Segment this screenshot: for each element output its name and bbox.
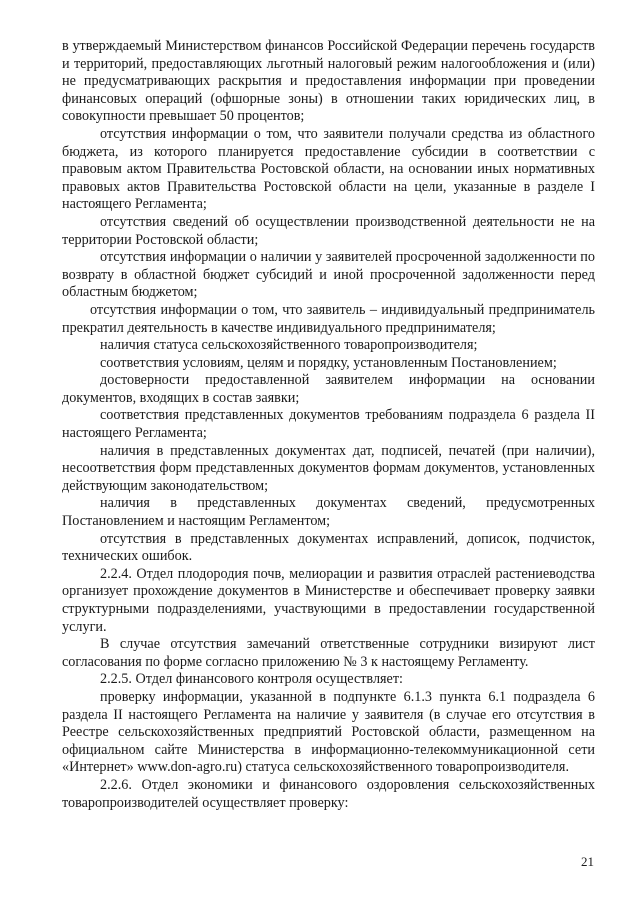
paragraph: наличия в представленных документах сведений, предусмотренных Постановлением и настоящим Регламентом; [62, 495, 595, 530]
paragraph: наличия в представленных документах дат, подписей, печатей (при наличии), несоответствия форм представленных документов формам документов, установленных действующим законодательством; [62, 442, 595, 494]
paragraph: отсутствия сведений об осуществлении производственной деятельности не на территории Ростовской области; [62, 213, 595, 248]
paragraph: достоверности предоставленной заявителем информации на основании документов, входящих в состав заявки; [62, 372, 595, 406]
paragraph: В случае отсутствия замечаний ответственные сотрудники визируют лист согласования по форме согласно приложению № 3 к настоящему Регламенту. [62, 636, 595, 670]
paragraph: 2.2.6. Отдел экономики и финансового оздоровления сельскохозяйственных товаропроизводителей осуществляет проверку: [62, 776, 595, 811]
paragraph: наличия статуса сельскохозяйственного товаропроизводителя; [100, 337, 478, 354]
paragraph: отсутствия информации о том, что заявитель – индивидуальный предприниматель прекратил деятельность в качестве индивидуального предпринимателя; [62, 301, 595, 336]
page-number: 21 [581, 854, 594, 869]
paragraph: проверку информации, указанной в подпункте 6.1.3 пункта 6.1 подраздела 6 раздела II настоящего Регламента на наличие у заявителя (в случае его отсутствия в Реестре сельскохозяйственных предприятий Ростовской области, размещенном на официальном сайте Министерства в информационно-телекоммуникационной сети «Интернет» www.don-agro.ru) статуса сельскохозяйственного товаропроизводителя. [62, 688, 595, 776]
paragraph: соответствия условиям, целям и порядку, установленным Постановлением; [100, 354, 557, 371]
document-body [62, 38, 595, 812]
paragraph: отсутствия в представленных документах исправлений, дописок, подчисток, технических ошибок. [62, 530, 595, 565]
paragraph: в утверждаемый Министерством финансов Российской Федерации перечень государств и территорий, предоставляющих льготный налоговый режим налогообложения и (или) не предусматривающих раскрытия и предоставления информации при проведении финансовых операций (офшорные зоны) в отношении таких юридических лиц, в совокупности превышает 50 процентов; [62, 38, 595, 125]
paragraph: соответствия представленных документов требованиям подраздела 6 раздела II настоящего Регламента; [62, 407, 595, 442]
paragraph: 2.2.4. Отдел плодородия почв, мелиорации и развития отраслей растениеводства организует прохождение документов в Министерстве и обеспечивает проверку заявки структурными подразделениями, участвующими в предоставлении государственной услуги. [62, 565, 595, 635]
paragraph: 2.2.5. Отдел финансового контроля осуществляет: [100, 671, 403, 688]
paragraph: отсутствия информации о наличии у заявителей просроченной задолженности по возврату в областной бюджет субсидий и иной просроченной задолженности перед областным бюджетом; [62, 249, 595, 301]
paragraph: отсутствия информации о том, что заявители получали средства из областного бюджета, из которого планируется предоставление субсидии в соответствии с правовым актом Правительства Ростовской области, на основании иных нормативных правовых актов Правительства Ростовской области на цели, указанные в разделе I настоящего Регламента; [62, 125, 595, 213]
